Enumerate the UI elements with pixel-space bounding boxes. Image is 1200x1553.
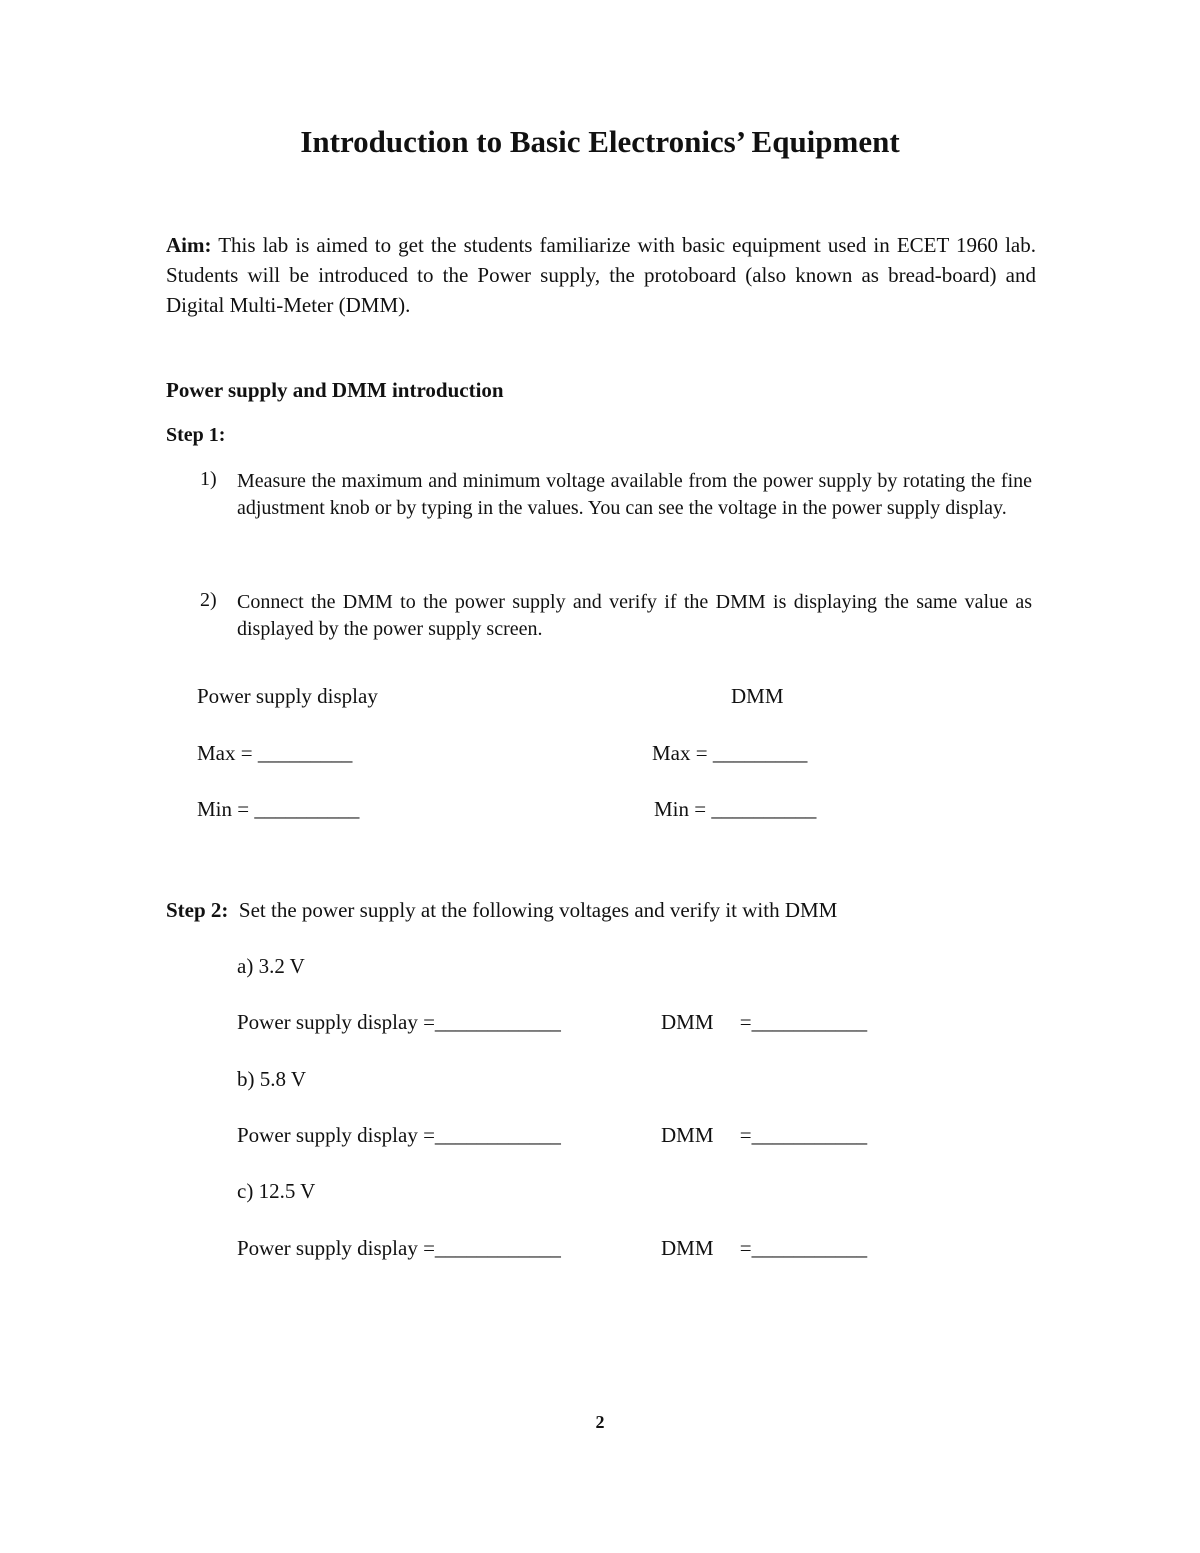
step2-text: Set the power supply at the following voltages and verify it with DMM — [228, 898, 838, 922]
case-label: b) 5.8 V — [237, 1067, 307, 1091]
case-ps-field: Power supply display =____________ — [237, 1236, 561, 1260]
case-ps-field: Power supply display =____________ — [237, 1123, 561, 1147]
ps-max-field: Max = _________ — [197, 741, 353, 765]
case-label: c) 12.5 V — [237, 1179, 316, 1203]
case-dmm-field: DMM =___________ — [661, 1236, 868, 1260]
step2-line — [166, 898, 837, 923]
ps-min-field: Min = __________ — [197, 797, 360, 821]
case-dmm-field: DMM =___________ — [661, 1010, 868, 1034]
step2-label: Step 2: — [166, 898, 229, 922]
aim-label: Aim: — [166, 233, 212, 257]
dmm-max-field: Max = _________ — [652, 741, 808, 765]
case-dmm-field: DMM =___________ — [661, 1123, 868, 1147]
step1-item-text: Connect the DMM to the power supply and verify if the DMM is displaying the same value as displayed by the power supply screen. — [237, 591, 1032, 640]
step1-label: Step 1: — [166, 424, 226, 446]
case-label: a) 3.2 V — [237, 954, 305, 978]
page-number: 2 — [595, 1412, 605, 1432]
section-heading: Power supply and DMM introduction — [166, 378, 504, 402]
aim-text: This lab is aimed to get the students familiarize with basic equipment used in ECET 1960 lab. Students will be introduced to the Power supply, the protoboard (also known as bread-board) and Digital Multi-Meter (DMM). — [166, 233, 1036, 317]
page-title: Introduction to Basic Electronics’ Equipment — [300, 124, 900, 159]
step1-item-number: 2) — [200, 589, 217, 611]
dmm-min-field: Min = __________ — [654, 797, 817, 821]
step1-item-text: Measure the maximum and minimum voltage available from the power supply by rotating the fine adjustment knob or by typing in the values. You can see the voltage in the power supply display. — [237, 470, 1032, 519]
power-supply-column-heading: Power supply display — [197, 684, 378, 708]
case-ps-field: Power supply display =____________ — [237, 1010, 561, 1034]
dmm-column-heading: DMM — [731, 684, 784, 708]
step1-item-number: 1) — [200, 468, 217, 490]
aim-paragraph — [166, 230, 1036, 320]
